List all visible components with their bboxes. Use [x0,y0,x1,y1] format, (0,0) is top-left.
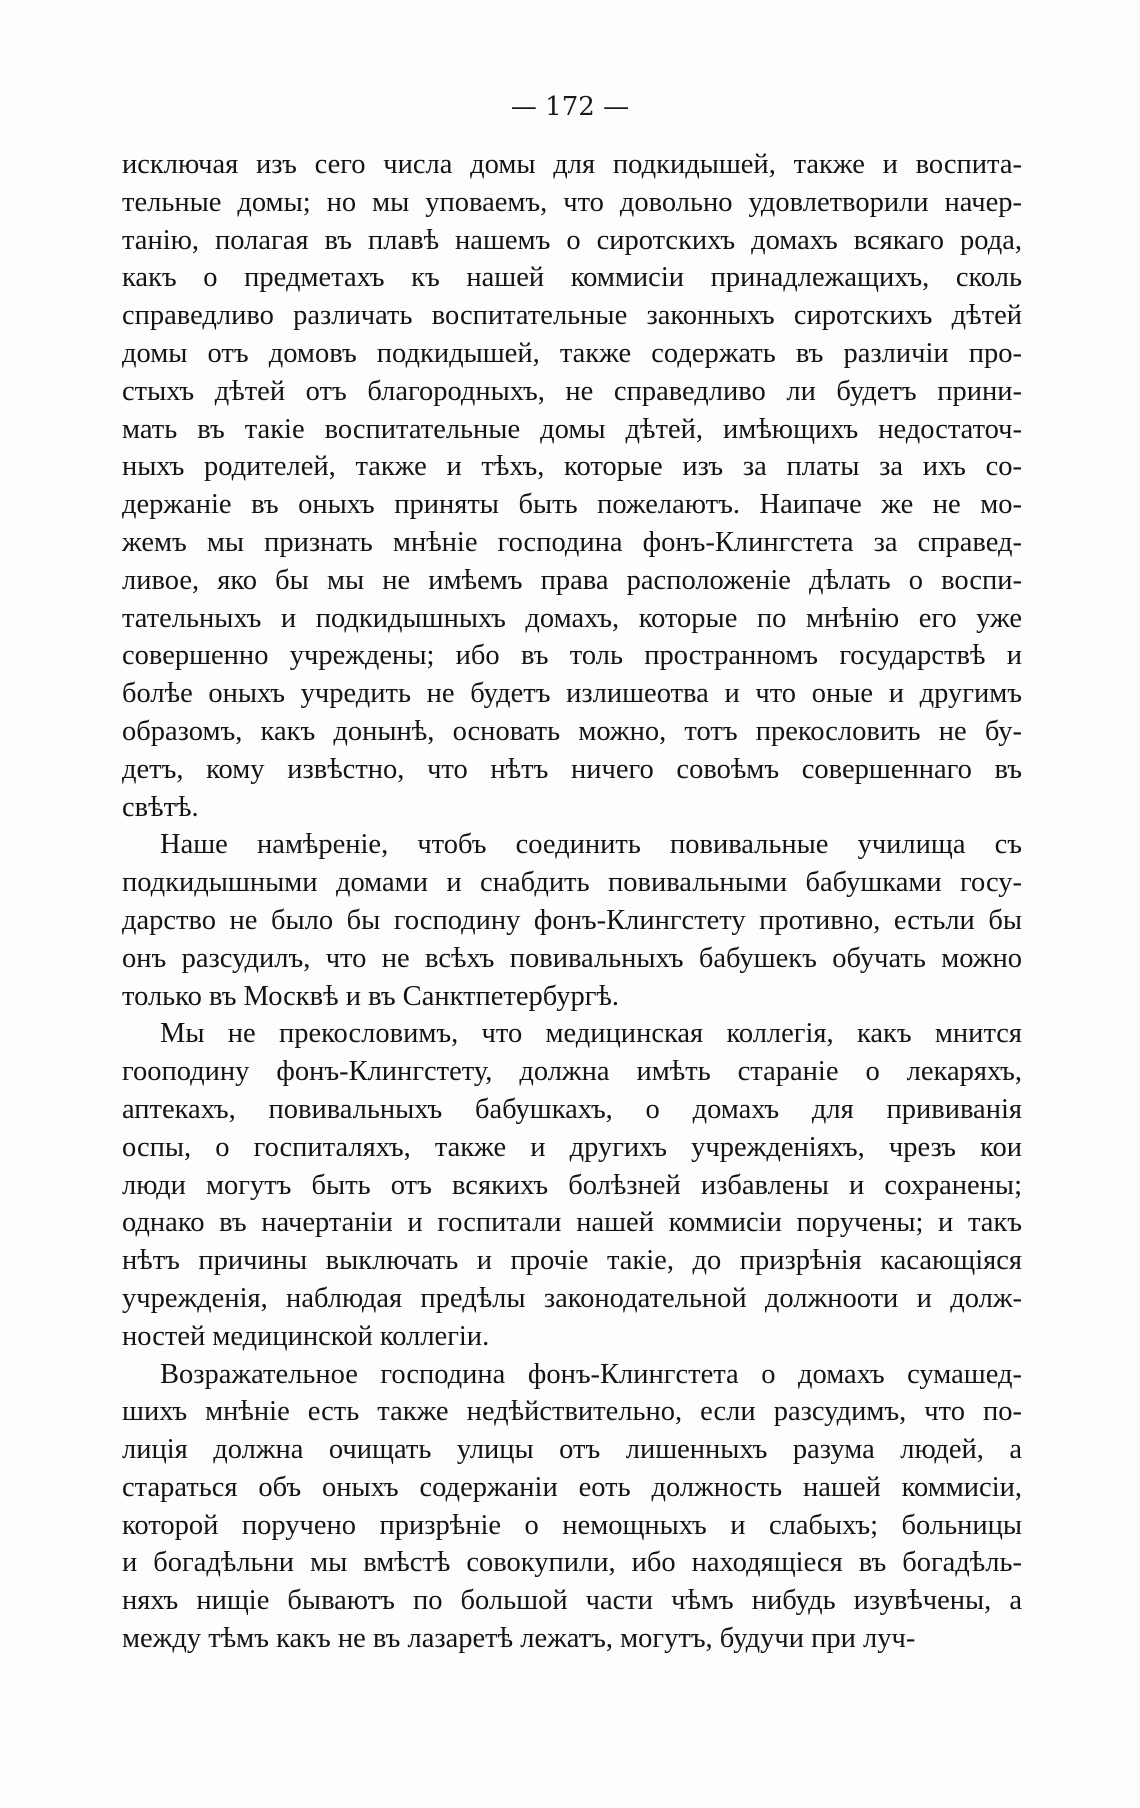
text-line: детъ, кому извѣстно, что нѣтъ ничего совоѣмъ совершеннаго въ [122,753,1022,785]
text-line: учрежденія, наблюдая предѣлы законодательной должнооти и долж- [122,1282,1022,1314]
text-line: няхъ нищіе бываютъ по большой части чѣмъ нибудь изувѣчены, а [122,1585,1022,1617]
page-number: — 172 — [510,92,630,122]
text-line: шихъ мнѣніе есть также недѣйствительно, если разсудимъ, что по- [122,1396,1022,1428]
text-line: однако въ начертаніи и госпитали нашей коммисіи поручены; и такъ [122,1207,1022,1239]
text-line: которой поручено призрѣніе о немощныхъ и слабыхъ; больницы [122,1509,1022,1541]
text-line: гооподину фонъ-Клингстету, должна имѣть стараніе о лекаряхъ, [122,1056,1022,1088]
text-line: ливое, яко бы мы не имѣемъ права расположеніе дѣлать о воспи- [122,564,1022,596]
text-line: Мы не прекословимъ, что медицинская коллегія, какъ мнится [160,1018,1022,1050]
text-line: нѣтъ причины выключать и прочіе такіе, до призрѣнія касающіяся [122,1245,1022,1277]
text-line: между тѣмъ какъ не въ лазаретѣ лежатъ, могутъ, будучи при луч- [122,1623,916,1655]
text-line: образомъ, какъ донынѣ, основать можно, тотъ прекословить не бу- [122,715,1022,747]
text-line: свѣтѣ. [122,791,199,823]
paragraph-4 [122,1356,1022,1658]
body-text [122,146,1022,1658]
text-line: держаніе въ оныхъ приняты быть пожелаютъ. Наипаче же не мо- [122,489,1022,521]
text-line: лиція должна очищать улицы отъ лишенныхъ разума людей, а [122,1434,1022,1466]
paragraph-1 [122,146,1022,826]
text-line: ностей медицинской коллегіи. [122,1320,490,1352]
paragraph-2 [122,826,1022,1015]
text-line: тельные домы; но мы уповаемъ, что довольно удовлетворили начер- [122,186,1022,218]
text-line: совершенно учреждены; ибо въ толь пространномъ государствѣ и [122,640,1022,672]
text-line: дарство не было бы господину фонъ-Клингстету противно, естьли бы [122,904,1022,936]
text-line: стыхъ дѣтей отъ благородныхъ, не справедливо ли будетъ прини- [122,375,1022,407]
text-line: аптекахъ, повивальныхъ бабушкахъ, о домахъ для прививанія [122,1093,1022,1125]
text-line: тательныхъ и подкидышныхъ домахъ, которые по мнѣнію его уже [122,602,1022,634]
text-line: жемъ мы признать мнѣніе господина фонъ-Клингстета за справед- [122,526,1022,558]
text-line: стараться объ оныхъ содержаніи еоть должность нашей коммисіи, [122,1471,1022,1503]
text-line: Возражательное господина фонъ-Клингстета о домахъ сумашед- [160,1358,1022,1390]
text-line: какъ о предметахъ къ нашей коммисіи принадлежащихъ, сколь [122,262,1022,294]
text-line: справедливо различать воспитательные законныхъ сиротскихъ дѣтей [122,300,1022,332]
text-line: танію, полагая въ плавѣ нашемъ о сиротскихъ домахъ всякаго рода, [122,224,1022,256]
text-line: люди могутъ быть отъ всякихъ болѣзней избавлены и сохранены; [122,1169,1022,1201]
text-line: только въ Москвѣ и въ Санктпетербургѣ. [122,980,619,1012]
text-line: и богадѣльни мы вмѣстѣ совокупили, ибо находящіеся въ богадѣль- [122,1547,1022,1579]
text-line: исключая изъ сего числа домы для подкидышей, также и воспита- [122,149,1022,180]
text-line: домы отъ домовъ подкидышей, также содержать въ различіи про- [122,337,1022,369]
text-line: подкидышными домами и снабдить повивальными бабушками госу- [122,867,1022,899]
text-line: болѣе оныхъ учредить не будетъ излишеотва и что оные и другимъ [122,678,1022,710]
text-line: ныхъ родителей, также и тѣхъ, которые изъ за платы за ихъ со- [122,451,1022,483]
text-line: мать въ такіе воспитательные домы дѣтей, имѣющихъ недостаточ- [122,413,1022,445]
text-line: Наше намѣреніе, чтобъ соединить повивальные училища съ [160,829,1022,861]
paragraph-3 [122,1015,1022,1355]
text-line: оспы, о госпиталяхъ, также и другихъ учрежденіяхъ, чрезъ кои [122,1131,1022,1163]
text-line: онъ разсудилъ, что не всѣхъ повивальныхъ бабушекъ обучать можно [122,942,1022,974]
